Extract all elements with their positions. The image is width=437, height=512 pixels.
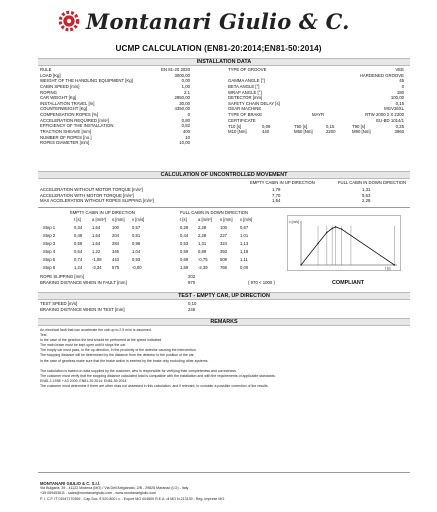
- x-axis-label: t [s]: [385, 266, 391, 271]
- brake-timing-table: [228, 124, 404, 135]
- velocity-point: [341, 228, 342, 229]
- step-label: Step 2: [43, 233, 56, 238]
- brake-key: T10 [s]: [228, 123, 242, 129]
- test-row: [40, 307, 410, 313]
- uncontrolled-down-value: 1,31: [362, 187, 371, 192]
- installation-key: INSTALLATION TRAVEL [m]: [40, 100, 95, 106]
- step-cell: 0,59: [180, 249, 189, 254]
- installation-key: EFFICIENCY OF THE INSTALLATION: [40, 123, 114, 129]
- remark-line: In the case of the gearbox the test should be performed at the speed indicated.: [40, 338, 163, 343]
- steps-up-title: EMPTY CABIN IN UP DIRECTION: [70, 210, 135, 215]
- section-test: TEST - EMPTY CAR, UP DIRECTION: [38, 292, 410, 300]
- compliance-verdict: COMPLIANT: [332, 280, 365, 286]
- installation-key: NUMBER OF ROPES [no.]: [40, 134, 92, 140]
- step-cell: 0,69: [180, 257, 189, 262]
- installation-right-list: [228, 67, 404, 123]
- step-cell: 0,89: [198, 249, 207, 254]
- installation-key: LOAD [Kg]: [40, 72, 61, 78]
- step-cell: 509: [220, 257, 227, 262]
- footer-line: P. I. C.F. IT 01947170369 - Cap.Soc. € 520.800 i.v. - Export MO 004600 R.E.A. di MO N.213139 - Reg. Imprese MO.: [40, 496, 226, 501]
- y-axis-label: v [m/s]: [289, 220, 299, 224]
- brake-value: 0,25: [395, 123, 404, 129]
- step-cell: 1,59: [180, 265, 189, 270]
- step-cell: 100: [112, 225, 119, 230]
- steps-header: t [s]: [74, 217, 81, 222]
- installation-value: 4350,00: [174, 106, 190, 112]
- installation-value: 0,80: [181, 117, 190, 123]
- step-cell: 0,29: [180, 225, 189, 230]
- installation-value: 2:1: [184, 89, 190, 95]
- installation-value: 0,82: [181, 123, 190, 129]
- brake-key: T90 [s]: [352, 123, 366, 129]
- step-cell: 1,04: [132, 249, 141, 254]
- steps-header: a [m/s²]: [198, 217, 212, 222]
- brake-key: M90 [Nm]: [352, 129, 371, 135]
- velocity-series-line: [301, 227, 394, 265]
- footer-line: +39 059453611 - sales@montanarigiulio.com - www.montanarigiulio.com: [40, 491, 157, 496]
- step-cell: 393: [220, 249, 227, 254]
- steps-header: v [m/s]: [240, 217, 253, 222]
- uncontrolled-key: ACCELERATION WITHOUT MOTOR TORQUE [m/s²]: [40, 187, 143, 192]
- installation-value: HARDENED GROOVE: [359, 72, 404, 78]
- step-cell: 2,28: [198, 233, 207, 238]
- gear-logo-icon: [58, 10, 80, 32]
- installation-value: 30,00: [179, 100, 190, 106]
- uncontrolled-key: ACCELERATION WITH MOTOR TORQUE [m/s²]: [40, 192, 134, 198]
- installation-key: TYPE OF BRAKE: [228, 112, 263, 118]
- installation-value: 3000,00: [174, 72, 190, 78]
- uncontrolled-rows: [40, 187, 410, 204]
- step-cell: -3,34: [92, 265, 102, 270]
- footer-divider: [38, 472, 410, 473]
- installation-value: 1,00: [181, 83, 190, 89]
- col-down-header: FULL CABIN IN DOWN DIRECTION: [338, 180, 407, 185]
- step-cell: 1,01: [240, 233, 249, 238]
- brake-value: 0,15: [326, 123, 335, 129]
- brake-key: M50 [Nm]: [294, 129, 313, 135]
- installation-key: TRACTION SHEAVE [mm]: [40, 129, 92, 135]
- company-brand: Montanari Giulio & C.: [86, 8, 350, 34]
- uncontrolled-up-value: 7,70: [272, 192, 281, 198]
- step-cell: 324: [220, 241, 227, 246]
- step-cell: 1,13: [240, 241, 249, 246]
- installation-mid: MAYR: [312, 112, 325, 118]
- step-cell: 575: [112, 265, 119, 270]
- step-cell: 443: [112, 257, 119, 262]
- steps-header: t [s]: [180, 217, 187, 222]
- remark-line: Test: [40, 333, 47, 338]
- velocity-point: [331, 228, 332, 229]
- installation-value: MGV36XL: [384, 106, 404, 112]
- installation-value: 0: [401, 83, 404, 89]
- company-header: [58, 8, 378, 34]
- installation-value: 2850,00: [174, 95, 190, 101]
- step-cell: 0,93: [132, 257, 141, 262]
- installation-key: ROPES DIAMETER [mm]: [40, 140, 90, 146]
- velocity-point: [394, 264, 395, 265]
- installation-key: GEAR MACHINE: [228, 106, 262, 112]
- rope-slipping-label: ROPE SLIPPING [mm]: [40, 274, 84, 279]
- step-cell: 1,64: [92, 225, 101, 230]
- step-cell: 0,59: [74, 241, 83, 246]
- footer-company: MONTANARI GIULIO & C. S.r.l.: [40, 481, 101, 486]
- installation-key: ROPING: [40, 89, 57, 95]
- uncontrolled-row: [40, 198, 410, 204]
- step-cell: 204: [112, 233, 119, 238]
- section-uncontrolled-movement: CALCULATION OF UNCONTROLLED MOVEMENT: [38, 171, 410, 179]
- braking-distance-value: 970: [188, 279, 196, 285]
- brake-value: 2200: [326, 129, 336, 135]
- installation-value: 0,00: [181, 78, 190, 84]
- uncontrolled-up-value: 1,64: [272, 198, 281, 204]
- installation-key: TYPE OF GROOVE: [228, 67, 267, 72]
- installation-key: CABIN SPEED [m/s]: [40, 83, 80, 89]
- brake-row: [228, 129, 404, 135]
- brake-value: 3960: [394, 129, 404, 135]
- step-cell: 100: [220, 225, 227, 230]
- step-cell: 0,96: [132, 241, 141, 246]
- installation-value: EU-BD 1014/1: [376, 117, 404, 123]
- installation-key: BETA ANGLE [°]: [228, 83, 260, 89]
- section-remarks: REMARKS: [38, 318, 410, 326]
- divider: [38, 207, 410, 208]
- step-cell: 345: [112, 249, 119, 254]
- braking-distance-label: BRAKING DISTANCE WHEN IN FAULT [mm]: [40, 279, 127, 285]
- step-cell: 1,22: [92, 249, 101, 254]
- installation-key: DETECTOR [mm]: [228, 95, 263, 101]
- step-cell: -0,00: [132, 265, 142, 270]
- installation-value: 0: [187, 112, 190, 118]
- remark-line: In the case of gearless make sure that the brake action is exerted by the brake only excluding other systems.: [40, 358, 209, 363]
- remarks-text: [40, 328, 276, 389]
- installation-key: CAR WEIGHT [Kg]: [40, 95, 77, 101]
- brake-key: M10 [Nm]: [228, 129, 247, 135]
- step-cell: 766: [220, 265, 227, 270]
- uncontrolled-up-value: 1,79: [272, 187, 281, 192]
- steps-down-title: FULL CABIN IN DOWN DIRECTION: [180, 210, 249, 215]
- step-cell: 0,57: [132, 225, 141, 230]
- test-rows: [40, 301, 410, 312]
- velocity-point: [335, 226, 336, 227]
- installation-value: 10,00: [179, 140, 190, 146]
- steps-header: a [m/s²]: [92, 217, 106, 222]
- step-label: Step 1: [43, 225, 56, 230]
- step-label: Step 6: [43, 265, 56, 270]
- step-cell: 0,64: [74, 249, 83, 254]
- velocity-point: [300, 264, 301, 265]
- remark-line: The calculation is based on data supplied by the customer, who is responsible for verifying their completeness and correctness.: [40, 368, 237, 373]
- section-installation-data: INSTALLATION DATA: [38, 58, 410, 66]
- uncontrolled-down-value: 5,63: [362, 192, 371, 198]
- test-value: 0,10: [188, 301, 197, 306]
- installation-key: WRAP ANGLE [°]: [228, 89, 262, 95]
- installation-value: 45: [399, 78, 404, 84]
- installation-value: 10: [185, 134, 190, 140]
- step-cell: 0,81: [132, 233, 141, 238]
- step-label: Step 5: [43, 257, 56, 262]
- step-label: Step 4: [43, 249, 56, 254]
- brake-key: T50 [s]: [294, 123, 308, 129]
- step-cell: 0,49: [74, 233, 83, 238]
- uncontrolled-down-value: 2,28: [362, 198, 371, 204]
- remark-line: EN81-1:1998 + A3 2009; EN81-20:2014; EN81-50:2014: [40, 378, 127, 383]
- velocity-point: [317, 243, 318, 244]
- steps-header: s [mm]: [112, 217, 125, 222]
- installation-value: 0,15: [395, 100, 404, 106]
- installation-key: ACCELERATION REQUIRED [m/s²]: [40, 117, 109, 123]
- step-cell: 1,64: [92, 241, 101, 246]
- installation-value: VEE: [395, 67, 404, 72]
- installation-key: WEIGHT OF THE HANDLING EQUIPMENT [Kg]: [40, 78, 133, 84]
- steps-table: [40, 210, 290, 274]
- remark-line: The empty car must pass, in the up direction, in the proximity of the detector causing the intervention.: [40, 348, 197, 353]
- remark-line: An electrical fault that can accelerate the cab up to 2.5 m/s² is assumed.: [40, 328, 152, 332]
- installation-value: 180: [396, 89, 404, 95]
- step-cell: 1,64: [92, 233, 101, 238]
- step-cell: 0,74: [74, 257, 83, 262]
- steps-header: s [mm]: [220, 217, 233, 222]
- test-key: TEST SPEED [m/s]: [40, 301, 78, 306]
- step-cell: 0,34: [74, 225, 83, 230]
- installation-value: 400: [182, 129, 190, 135]
- steps-header: v [m/s]: [132, 217, 145, 222]
- step-cell: 1,31: [198, 241, 207, 246]
- brake-value: 440: [262, 129, 270, 135]
- chart-frame: [288, 216, 401, 271]
- test-value: 246: [188, 306, 196, 312]
- step-cell: 2,28: [198, 225, 207, 230]
- step-cell: -1,08: [92, 257, 102, 262]
- step-cell: 0,00: [240, 265, 249, 270]
- installation-row: [40, 140, 190, 146]
- installation-left-list: [40, 67, 190, 146]
- remark-line: The customer must verify that the stopping distance calculated total is compatible with the installation and with the requirements of applicable standards:: [40, 373, 276, 378]
- braking-range-text: ( 970 < 1000 ): [248, 279, 275, 285]
- installation-key: RULE: [40, 67, 52, 72]
- step-cell: -2,39: [198, 265, 208, 270]
- footer-line: Via Bulgaria, 39 - 41122 Modena (MO) / Via Dell'Artigianato, 2/B - 29825 Maranaò (LO) - Italy: [40, 486, 189, 491]
- remark-line: The customer must determine if there are other risks not assessed in this calculation, and if relevant, to consider a possible correction of the results.: [40, 384, 269, 389]
- document-title: UCMP CALCULATION (EN81-20:2014;EN81-50:2014): [115, 44, 322, 53]
- remark-line: The stopping distance will be determined by the distance from the detector to the position of the car.: [40, 353, 195, 358]
- step-cell: 0,53: [180, 241, 189, 246]
- step-cell: 227: [220, 233, 227, 238]
- step-cell: 1,18: [240, 249, 249, 254]
- step-cell: -0,75: [198, 257, 208, 262]
- velocity-chart: [287, 215, 401, 271]
- col-up-header: EMPTY CABIN IN UP DIRECTION: [250, 180, 315, 185]
- installation-key: GAMMA ANGLE [°]: [228, 78, 265, 84]
- step-cell: 284: [112, 241, 119, 246]
- installation-value: 100,00: [390, 95, 404, 101]
- rope-slipping-value: 202: [188, 274, 196, 279]
- step-cell: 0,44: [180, 233, 189, 238]
- brake-value: 0,09: [262, 123, 271, 129]
- footer: [40, 481, 225, 502]
- remark-line: The main brake must be kept open until it stops the car.: [40, 343, 126, 348]
- velocity-point: [326, 232, 327, 233]
- installation-value: EN 81-20 2020: [161, 67, 190, 72]
- uncontrolled-header: [40, 180, 410, 186]
- installation-key: COUNTERWEIGHT [Kg]: [40, 106, 88, 112]
- step-cell: 1,11: [240, 257, 248, 262]
- step-cell: 1,24: [74, 265, 83, 270]
- installation-key: SAFETY CHAIN DELAY [s]: [228, 100, 280, 106]
- installation-key: COMPENSATION ROPES [%]: [40, 112, 99, 118]
- installation-value: RTW 2000 2 X 2200: [365, 112, 404, 118]
- uncontrolled-key: MAX ACCELERATION WITHOUT ROPES SLIPPING [m/s²]: [40, 198, 154, 204]
- test-key: BRAKING DISTANCE WHEN IN TEST [mm]: [40, 306, 125, 312]
- step-cell: 0,67: [240, 225, 249, 230]
- installation-key: CERTIFICATE: [228, 117, 256, 123]
- step-label: Step 3: [43, 241, 56, 246]
